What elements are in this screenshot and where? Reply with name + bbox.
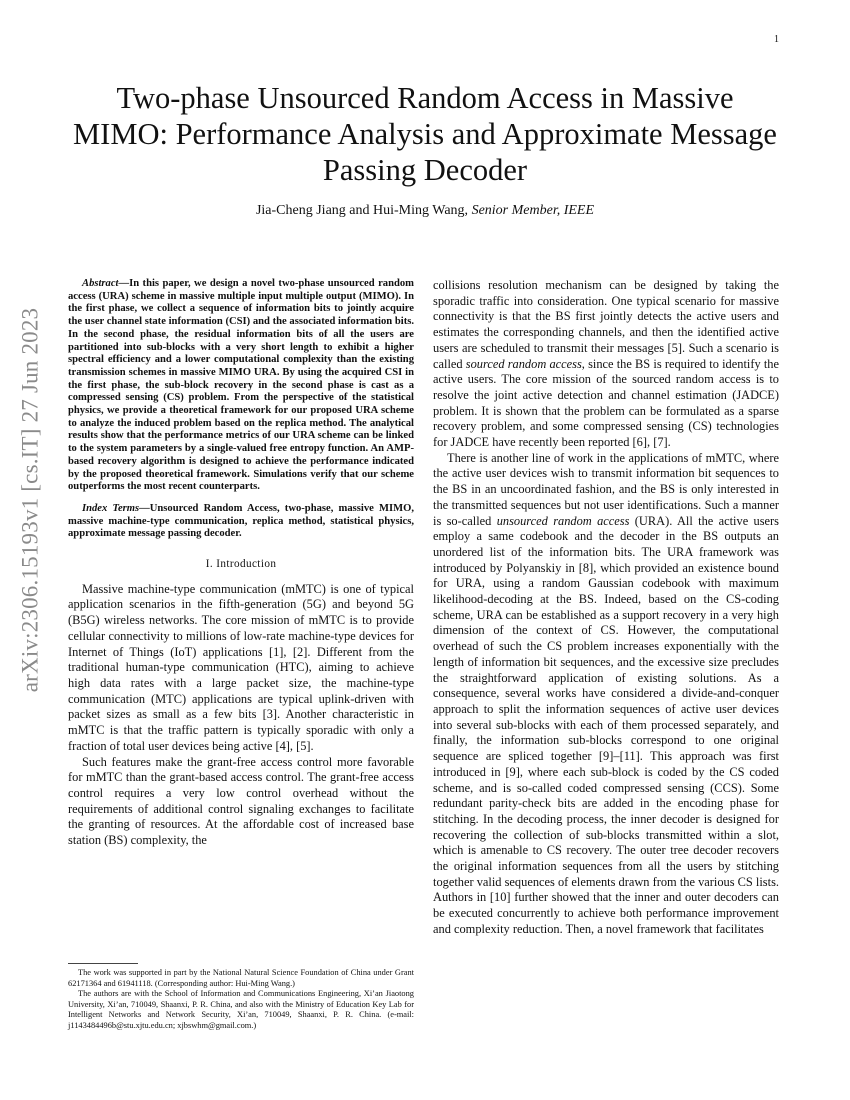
arxiv-identifier-stamp[interactable] [10, 290, 50, 710]
arxiv-stamp-text: arXiv:2306.15193v1 [cs.IT] 27 Jun 2023 [17, 307, 42, 693]
left-column [68, 278, 414, 849]
footnote-affiliation: The authors are with the School of Information and Communications Engineering, Xi’an Jiaotong University, Xi’an, 710049, Shaanxi, P. R. China, and also with the Ministry of Education Key Lab for Intelligent Networks and Network Security, Xi’an, 710049, Shaanxi, P. R. China. (e-mail: j1143484496b@stu.xjtu.edu.cn; xjbswhm@gmail.com.) [68, 989, 414, 1030]
page-number: 1 [774, 34, 779, 45]
footnotes [68, 968, 414, 1032]
body-paragraph-unsourced [433, 451, 779, 938]
body-term-unsourced-ra: unsourced random access [496, 513, 630, 528]
abstract-label: Abstract [82, 278, 119, 289]
abstract [68, 278, 414, 494]
paper-title: Two-phase Unsourced Random Access in Massive MIMO: Performance Analysis and Approximate Message Passing Decoder [73, 81, 777, 187]
abstract-text: —In this paper, we design a novel two-phase unsourced random access (URA) scheme in massive multiple input multiple output (MIMO). In the first phase, we collect a sequence of information bits to jointly acquire the user channel state information (CSI) and the associated information bits. In the second phase, the residual information bits of all the users are partitioned into sub-blocks with a very short length to exhibit a higher spectral efficiency and a lower computational complexity than the existing transmission schemes in massive MIMO URA. By using the acquired CSI in the first phase, the sub-block recovery in the second phase is cast as a compressed sensing (CS) problem. From the perspective of the statistical physics, we provide a theoretical framework for our proposed URA scheme to analyze the induced problem based on the replica method. The analytical results show that the performance metrics of our URA scheme can be linked to the system parameters by a single-valued free entropy function. An AMP-based recovery algorithm is designed to achieve the performance indicated by the proposed theoretical framework. Simulations verify that our scheme outperforms the most recent counterparts. [68, 278, 414, 493]
body-paragraph-sourced [433, 278, 779, 451]
body-text-sourced-a: collisions resolution mechanism can be designed by taking the sporadic traffic into consideration. One typical scenario for massive connectivity is that the BS first jointly detects the active users and estimates the corresponding channels, and then the identified active users are scheduled to transmit their messages [5]. Such a scenario is called [433, 278, 779, 371]
body-text-unsourced-a: There is another line of work in the applications of mMTC, where the active user devices wish to transmit information bit sequences to the BS in an uncoordinated fashion, and the BS is only interested in the transmitted sequences but not user identifications. Such a manner is so-called [433, 450, 779, 528]
section-heading-introduction: I. Introduction [205, 558, 277, 571]
index-terms-text: —Unsourced Random Access, two-phase, massive MIMO, massive machine-type communication, replica method, statistical physics, approximate message passing decoder. [68, 502, 414, 540]
body-text-unsourced-b: (URA). All the active users employ a same codebook and the decoder in the BS outputs an unordered list of the information bits. The URA framework was introduced by Polyanskiy in [8], which provided an existence bound for URA, using a random Gaussian codebook with maximum likelihood-decoding at the BS. Indeed, based on the CS-coding scheme, URA can be established as a support recovery in a very high dimension of the context of CS. However, the computational overhead of such the CS problem increases exponentially with the length of information bit sequences, and the excessive size precludes the straightforward application of existing solutions. As a consequence, several works have considered a divide-and-conquer approach to split the information sequences of active user devices into several sub-blocks with each of them processed separately, and finally, the information sub-blocks correspond to one original sequence are spliced together [9]–[11]. This approach was first introduced in [9], where each sub-block is coded by the CS coded scheme, and is so-called coded compressed sensing (CCS). Some redundant parity-check bits are added in the encoding phase for stitching. In the decoding process, the inner decoder is designed for recovering the collection of sub-blocks transmitted within a slot, which is amenable to CS recovery. The outer tree decoder recovers the original information sequences from all the users by stitching together valid sequences of elements drawn from the various CS lists. Authors in [10] further showed that the inner and outer decoders can be executed concurrently to achieve both performance improvement and complexity reduction. Then, a novel framework that facilitates [433, 513, 779, 936]
body-text-sourced-b: , since the BS is required to identify the active users. The core mission of the sourced random access is to resolve the joint active detection and channel estimation (JADCE) problem. It is shown that the problem can be formulated as a sparse recovery problem, and some compressed sensing (CS) technologies for JADCE have recently been reported [6], [7]. [433, 356, 779, 450]
footnote-funding: The work was supported in part by the National Natural Science Foundation of China under Grant 62171364 and 61941118. (Corresponding author: Hui-Ming Wang.) [68, 968, 414, 988]
author-line [70, 203, 780, 219]
right-column [433, 278, 779, 938]
index-terms-label: Index Terms [82, 502, 140, 514]
author-names: Jia-Cheng Jiang and Hui-Ming Wang, [255, 203, 472, 218]
index-terms [68, 503, 414, 541]
intro-paragraph-1: Massive machine-type communication (mMTC) is one of typical application scenarios in the fifth-generation (5G) and beyond 5G (B5G) wireless networks. The core mission of mMTC is to provide cellular connectivity to millions of low-rate machine-type devices for Internet of Things (IoT) applications [1], [2]. Different from the traditional human-type communication (HTC), aiming to achieve high data rates with a large packet size, the machine-type communication (MTC) applications are typical uplink-driven with packet sizes as small as a few bits [3]. Another characteristic in mMTC is that the traffic pattern is typically sporadic with only a fraction of total user devices being active [4], [5]. [68, 581, 414, 753]
footnote-rule [68, 963, 138, 964]
body-term-sourced-ra: sourced random access [465, 356, 582, 371]
intro-paragraph-2: Such features make the grant-free access control more favorable for mMTC than the grant-based access control. The grant-free access control requires a very low control overhead without the requirements of additional control signaling exchanges to facilitate the granting of resources. At the affordable cost of increased base station (BS) complexity, the [68, 754, 414, 848]
author-membership: Senior Member, IEEE [471, 203, 595, 218]
